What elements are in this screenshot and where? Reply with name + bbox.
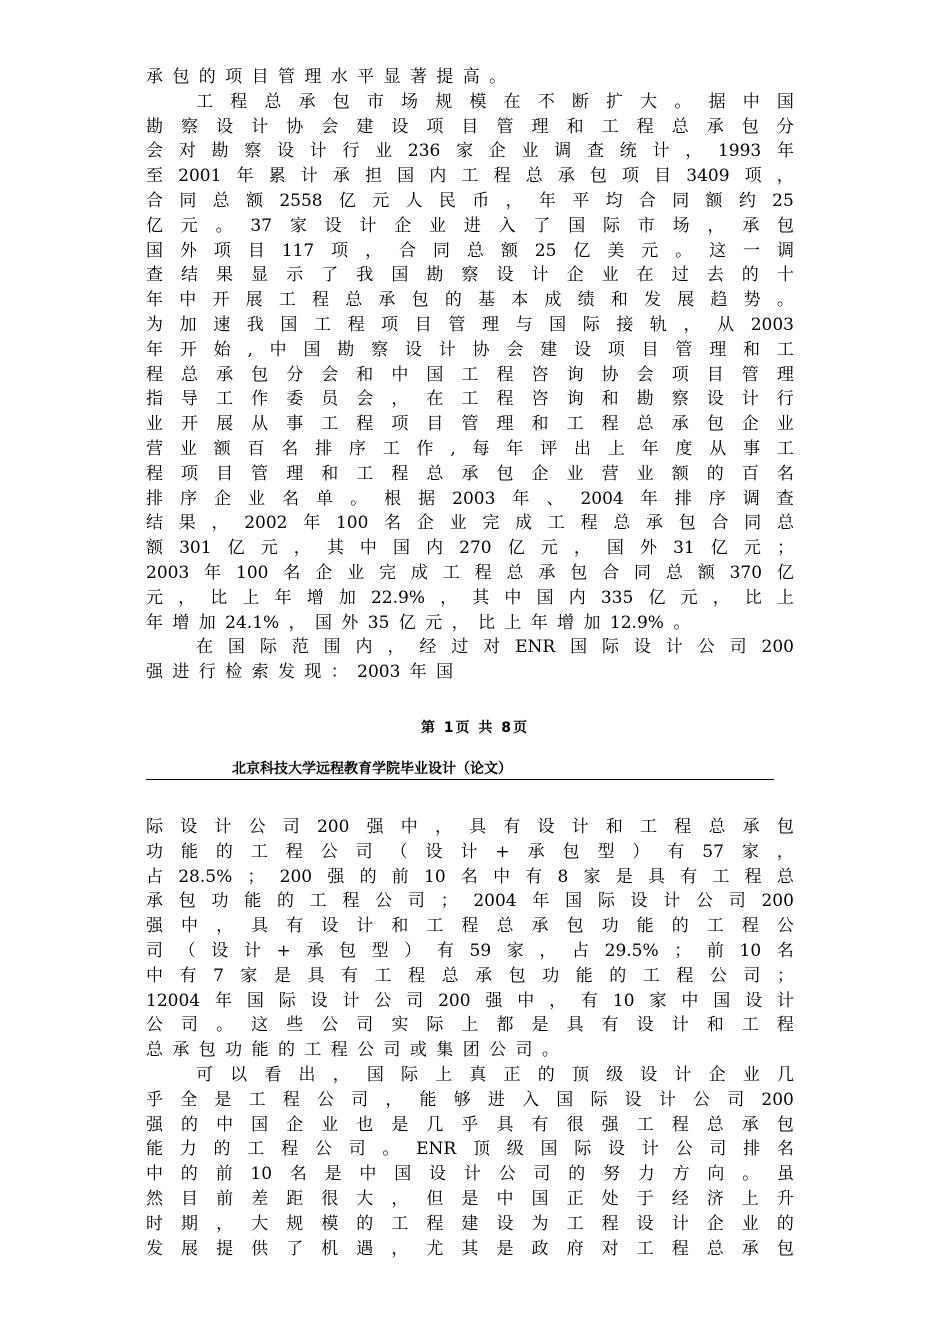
text-line: 司 （ 设 计 + 承 包 型 ） 有 59 家 ， 占 29.5% ； 前 10 名: [146, 940, 794, 961]
text-line: 然 目 前 差 距 很 大 ， 但 是 中 国 正 处 于 经 济 上 升: [146, 1188, 794, 1209]
text-line: 中 的 前 10 名 是 中 国 设 计 公 司 的 努 力 方 向 。 虽: [146, 1164, 794, 1185]
text-line: 占 28.5% ； 200 强 的 前 10 名 中 有 8 家 是 具 有 工 程 总: [146, 866, 794, 887]
text-line: 至 2001 年 累 计 承 担 国 内 工 程 总 承 包 项 目 3409 项 ，: [146, 166, 794, 187]
text-line: 程 总 承 包 分 会 和 中 国 工 程 咨 询 协 会 项 目 管 理: [146, 364, 794, 385]
text-line: 可 以 看 出 ， 国 际 上 真 正 的 顶 级 设 计 企 业 几: [196, 1064, 794, 1085]
text-line: 时 期 ， 大 规 模 的 工 程 建 设 为 工 程 设 计 企 业 的: [146, 1213, 794, 1234]
text-line: 乎 全 是 工 程 公 司 ， 能 够 进 入 国 际 设 计 公 司 200: [146, 1089, 794, 1110]
text-line: 营 业 额 百 名 排 序 工 作 , 每 年 评 出 上 年 度 从 事 工: [146, 438, 794, 459]
text-line: 总 承 包 功 能 的 工 程 公 司 或 集 团 公 司 。: [146, 1040, 559, 1061]
text-line: 2003 年 100 名 企 业 完 成 工 程 总 承 包 合 同 总 额 370 亿: [146, 562, 794, 583]
text-line: 勘 察 设 计 协 会 建 设 项 目 管 理 和 工 程 总 承 包 分: [146, 116, 794, 137]
text-line: 发 展 提 供 了 机 遇 ， 尤 其 是 政 府 对 工 程 总 承 包: [146, 1238, 794, 1259]
text-line: 业 开 展 从 事 工 程 项 目 管 理 和 工 程 总 承 包 企 业: [146, 414, 794, 435]
text-line: 强 中 ， 具 有 设 计 和 工 程 总 承 包 功 能 的 工 程 公: [146, 916, 794, 937]
text-line: 合 同 总 额 2558 亿 元 人 民 币 ， 年 平 均 合 同 额 约 25: [146, 190, 794, 211]
text-line: 年 增 加 24.1% ， 国 外 35 亿 元 ， 比 上 年 增 加 12.9% 。: [146, 612, 691, 633]
text-line: 指 导 工 作 委 员 会 ， 在 工 程 咨 询 和 勘 察 设 计 行: [146, 389, 794, 410]
page-footer: 第 1页 共 8页: [420, 720, 530, 736]
text-line: 际 设 计 公 司 200 强 中 ， 具 有 设 计 和 工 程 总 承 包: [146, 817, 794, 837]
text-line: 程 项 目 管 理 和 工 程 总 承 包 企 业 营 业 额 的 百 名: [146, 463, 794, 484]
text-line: 年 中 开 展 工 程 总 承 包 的 基 本 成 绩 和 发 展 趋 势 。: [146, 290, 794, 311]
text-line: 为 加 速 我 国 工 程 项 目 管 理 与 国 际 接 轨 ， 从 2003: [146, 314, 794, 335]
page-header: [146, 758, 774, 780]
text-line: 能 力 的 工 程 公 司 。 ENR 顶 级 国 际 设 计 公 司 排 名: [146, 1139, 794, 1160]
text-line: 年 开 始 , 中 国 勘 察 设 计 协 会 建 设 项 目 管 理 和 工: [146, 339, 794, 360]
body-text-page-1: [146, 65, 794, 685]
text-line: 结 果 ， 2002 年 100 名 企 业 完 成 工 程 总 承 包 合 同 总: [146, 513, 794, 534]
text-line: 元 ， 比 上 年 增 加 22.9% ， 其 中 国 内 335 亿 元 ， 比 上: [146, 587, 794, 608]
text-line: 国 外 项 目 117 项 ， 合 同 总 额 25 亿 美 元 。 这 一 调: [146, 240, 794, 261]
text-line: 在 国 际 范 围 内 ， 经 过 对 ENR 国 际 设 计 公 司 200: [196, 637, 794, 658]
text-line: 承 包 功 能 的 工 程 公 司 ； 2004 年 国 际 设 计 公 司 200: [146, 891, 794, 912]
text-line: 工 程 总 承 包 市 场 规 模 在 不 断 扩 大 。 据 中 国: [196, 91, 794, 112]
text-line: 查 结 果 显 示 了 我 国 勘 察 设 计 企 业 在 过 去 的 十: [146, 265, 794, 286]
text-line: 亿 元 。 37 家 设 计 企 业 进 入 了 国 际 市 场 ， 承 包: [146, 215, 794, 236]
text-line: 会 对 勘 察 设 计 行 业 236 家 企 业 调 查 统 计 ， 1993 年: [146, 141, 794, 162]
text-line: 功 能 的 工 程 公 司 （ 设 计 + 承 包 型 ） 有 57 家 ，: [146, 841, 794, 862]
body-text-page-2: [146, 815, 794, 1261]
text-line: 排 序 企 业 名 单 。 根 据 2003 年 、 2004 年 排 序 调 查: [146, 488, 794, 509]
text-line: 12004 年 国 际 设 计 公 司 200 强 中 ， 有 10 家 中 国 设 计: [146, 990, 794, 1011]
text-line: 强 的 中 国 企 业 也 是 几 乎 具 有 很 强 工 程 总 承 包: [146, 1114, 794, 1135]
text-line: 公 司 。 这 些 公 司 实 际 上 都 是 具 有 设 计 和 工 程: [146, 1015, 794, 1036]
text-line: 承 包 的 项 目 管 理 水 平 显 著 提 高 。: [146, 67, 507, 87]
page-header-title: 北京科技大学远程教育学院毕业设计（论文）: [232, 761, 512, 777]
text-line: 中 有 7 家 是 具 有 工 程 总 承 包 功 能 的 工 程 公 司 ；: [146, 965, 794, 986]
text-line: 额 301 亿 元 ， 其 中 国 内 270 亿 元 ， 国 外 31 亿 元 ；: [146, 538, 794, 559]
text-line: 强 进 行 检 索 发 现 ： 2003 年 国: [146, 662, 454, 683]
